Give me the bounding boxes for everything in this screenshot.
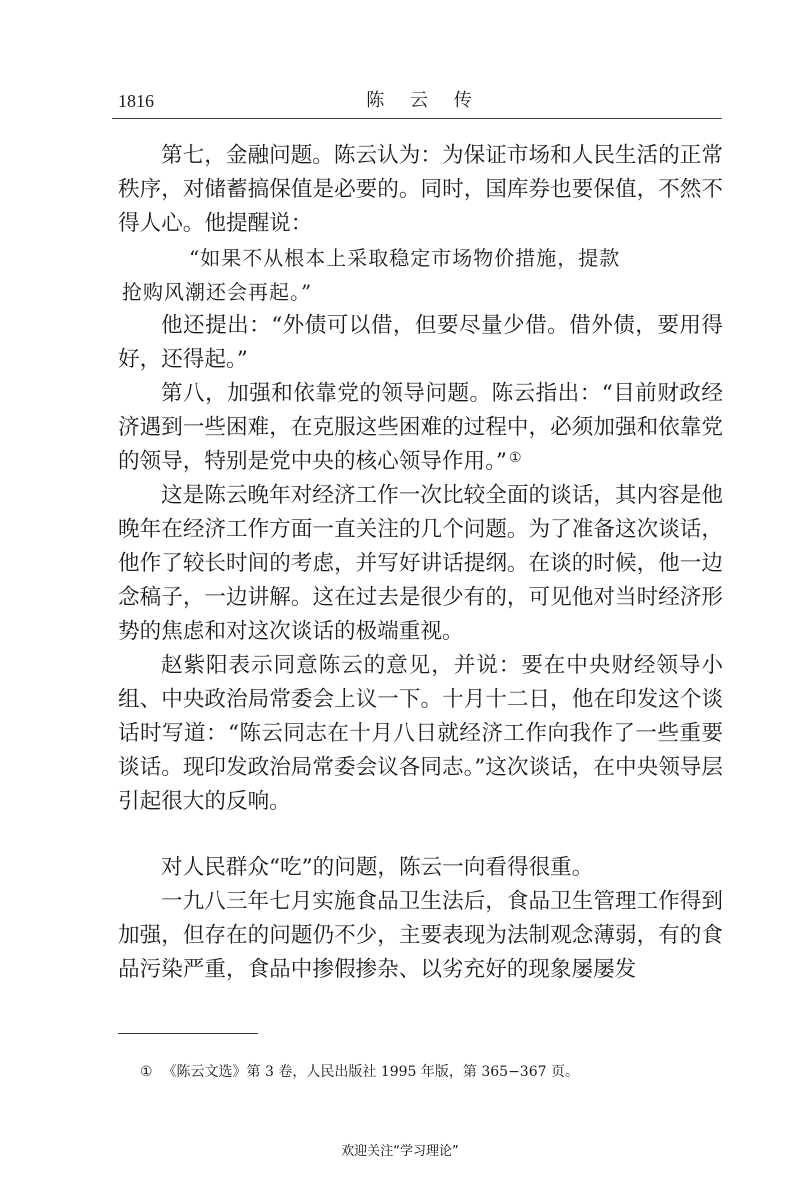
paragraph-finance: 第七，金融问题。陈云认为：为保证市场和人民生活的正常秩序，对储蓄搞保值是必要的。同时，国库券也要保值，不然不得人心。他提醒说： [118, 143, 723, 236]
block-quote [118, 241, 723, 309]
page-header [118, 88, 720, 114]
header-rule [112, 118, 722, 119]
section-break [118, 819, 723, 851]
paragraph-food-intro: 对人民群众“吃”的问题，陈云一向看得很重。 [161, 855, 594, 880]
footer-caption: 欢迎关注“学习理论” [341, 1144, 459, 1159]
quote-line-1: “如果不从根本上采取稳定市场物价措施，提款 [189, 246, 621, 270]
body-text [118, 139, 723, 987]
paragraph-party-leadership-text: 第八，加强和依靠党的领导问题。陈云指出：“目前财政经济遇到一些困难，在克服这些困难的过程中，必须加强和依靠党的领导，特别是党中央的核心领导作用。” [118, 381, 723, 474]
paragraph-zhao-response: 赵紫阳表示同意陈云的意见，并说：要在中央财经领导小组、中央政治局常委会上议一下。十月十二日，他在印发这个谈话时写道：“陈云同志在十月八日就经济工作向我作了一些重要谈话。现印发政治局常委会议各同志。”这次谈话，在中央领导层引起很大的反响。 [118, 653, 723, 814]
paragraph-foreign-debt: 他还提出：“外债可以借，但要尽量少借。借外债，要用得好，还得起。” [118, 313, 723, 372]
paragraph-food-safety: 一九八三年七月实施食品卫生法后，食品卫生管理工作得到加强，但存在的问题仍不少，主要表现为法制观念薄弱，有的食品污染严重，食品中掺假掺杂、以劣充好的现象屡屡发 [118, 889, 723, 982]
page-number: 1816 [118, 91, 154, 111]
running-title: 陈 云 传 [366, 90, 482, 111]
quote-line-2: 抢购风潮还会再起。” [122, 280, 313, 304]
footnote-marker: ① [140, 1064, 153, 1080]
paragraph-summary: 这是陈云晚年对经济工作一次比较全面的谈话，其内容是他晚年在经济工作方面一直关注的几个问题。为了准备这次谈话，他作了较长时间的考虑，并写好讲话提纲。在谈的时候，他一边念稿子，一边讲解。这在过去是很少有的，可见他对当时经济形势的焦虑和对这次谈话的极端重视。 [118, 483, 723, 644]
footnote-text: 《陈云文选》第 3 卷，人民出版社 1995 年版，第 365−367 页。 [162, 1064, 579, 1080]
paragraph-party-leadership [118, 377, 723, 479]
footnote-rule [118, 1033, 258, 1034]
footnote [140, 1062, 579, 1082]
footnote-reference[interactable]: ① [508, 450, 522, 466]
